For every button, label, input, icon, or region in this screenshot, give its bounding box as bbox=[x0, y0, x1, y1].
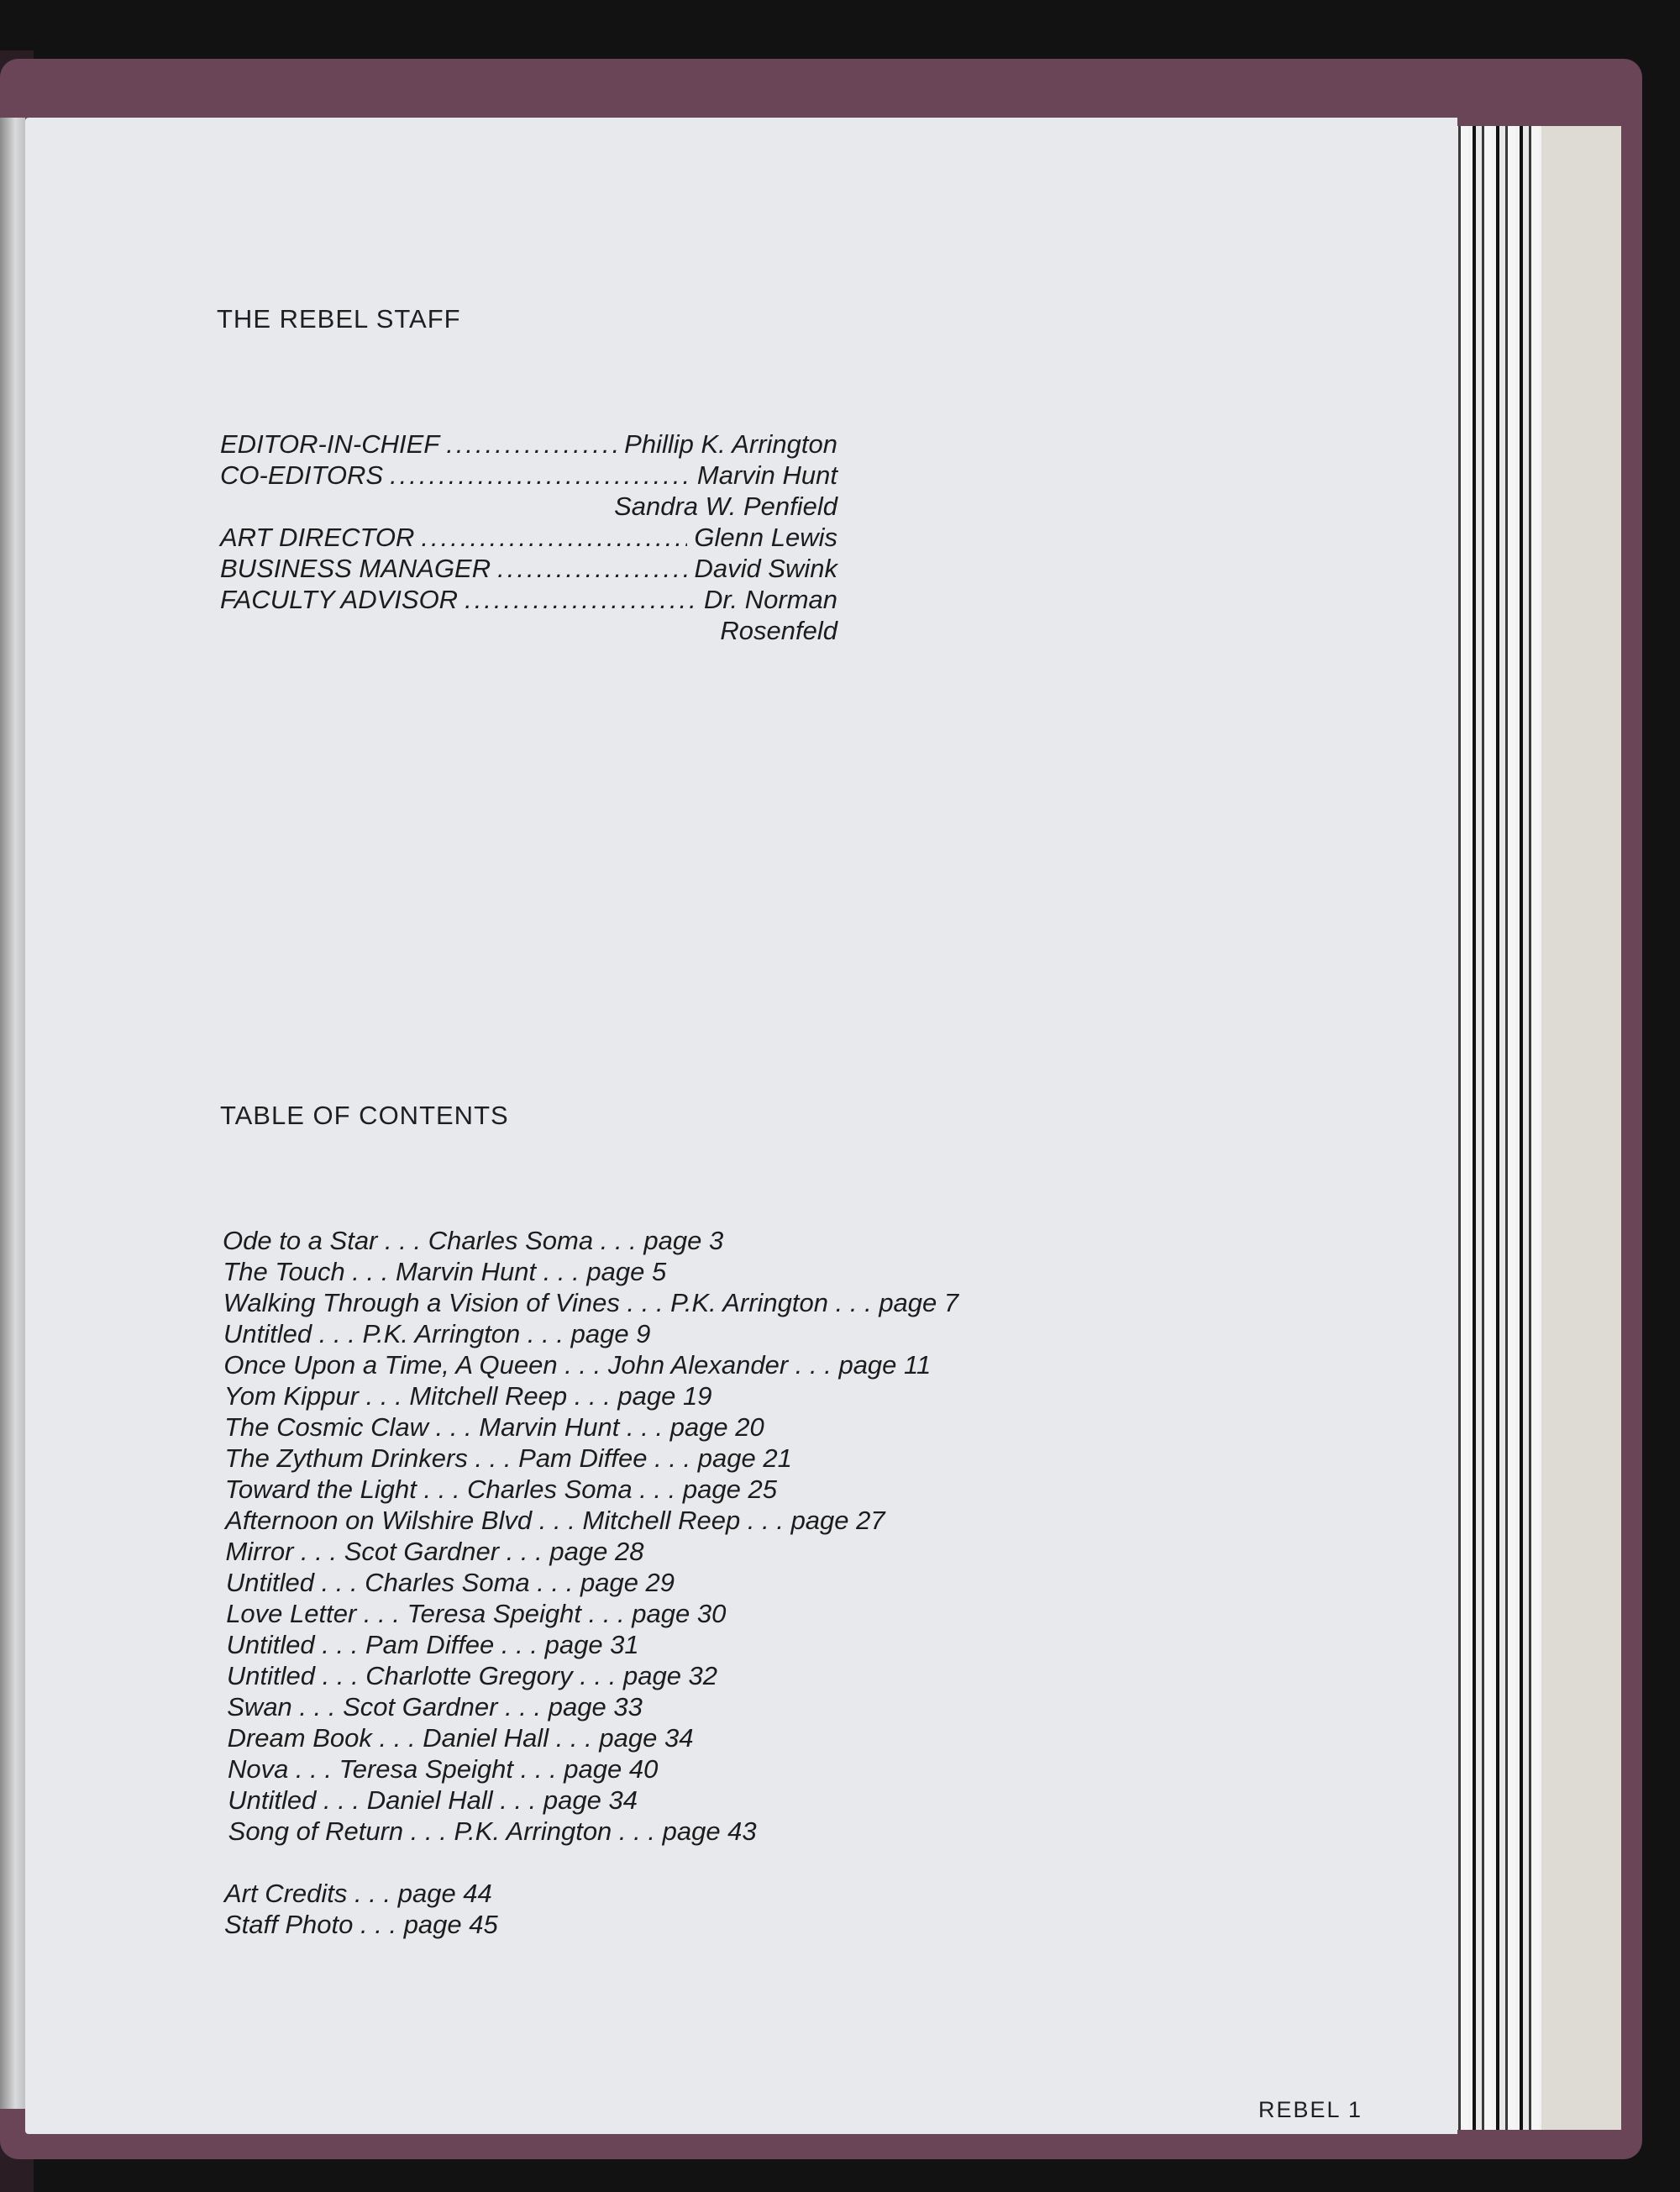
toc-entry bbox=[224, 1443, 791, 1474]
toc-separator: . . . bbox=[359, 1381, 410, 1411]
staff-heading: THE REBEL STAFF bbox=[217, 304, 461, 334]
toc-entry-author: Daniel Hall bbox=[366, 1785, 493, 1815]
staff-name: David Swink bbox=[694, 554, 837, 583]
toc-entry bbox=[225, 1505, 885, 1536]
toc-entry-page: page 5 bbox=[586, 1257, 667, 1286]
toc-entry-page: page 43 bbox=[662, 1816, 757, 1846]
toc-separator: . . . bbox=[371, 1723, 423, 1753]
toc-entry-page: page 28 bbox=[549, 1537, 644, 1566]
toc-entry-page: page 30 bbox=[632, 1599, 727, 1628]
toc-entry-title: Love Letter bbox=[226, 1599, 357, 1628]
toc-entry-title: Ode to a Star bbox=[223, 1226, 378, 1255]
toc-separator: . . . bbox=[549, 1723, 600, 1753]
toc-separator: . . . bbox=[647, 1443, 698, 1473]
toc-separator: . . . bbox=[497, 1692, 549, 1722]
toc-entry-title: Untitled bbox=[225, 1568, 314, 1597]
toc-entry-title: Toward the Light bbox=[224, 1474, 417, 1504]
toc-entry-author: Mitchell Reep bbox=[582, 1506, 741, 1535]
toc-separator: . . . bbox=[788, 1350, 839, 1380]
toc-entry bbox=[223, 1349, 931, 1380]
toc-entry-title: Afternoon on Wilshire Blvd bbox=[225, 1506, 533, 1535]
toc-entry-author: Pam Diffee bbox=[365, 1630, 495, 1659]
toc-separator: . . . bbox=[612, 1816, 663, 1846]
toc-separator: . . . bbox=[499, 1537, 550, 1566]
toc-entry-title: Once Upon a Time, A Queen bbox=[223, 1350, 558, 1380]
toc-entry-author: Charlotte Gregory bbox=[365, 1661, 573, 1690]
toc-separator: . . . bbox=[315, 1661, 366, 1690]
toc-entry-author: Pam Diffee bbox=[518, 1443, 648, 1473]
toc-entry bbox=[228, 1753, 658, 1785]
toc-entry bbox=[226, 1536, 644, 1567]
toc-entry bbox=[224, 1380, 712, 1411]
toc-entry-title: Walking Through a Vision of Vines bbox=[223, 1288, 620, 1317]
toc-separator: . . . bbox=[416, 1474, 468, 1504]
dot-leader bbox=[390, 460, 690, 491]
toc-entry-page: page 40 bbox=[564, 1754, 659, 1784]
toc-separator: . . . bbox=[536, 1257, 587, 1286]
toc-entry-page: page 44 bbox=[397, 1879, 492, 1908]
staff-role: CO-EDITORS bbox=[220, 460, 384, 490]
toc-entry-page: page 29 bbox=[580, 1568, 675, 1597]
toc-entry-page: page 34 bbox=[599, 1723, 694, 1753]
toc-entry bbox=[224, 1411, 764, 1443]
toc-entry-title: Swan bbox=[227, 1692, 292, 1722]
dot-leader bbox=[421, 522, 687, 553]
toc-separator: . . . bbox=[529, 1568, 580, 1597]
toc-separator: . . . bbox=[828, 1288, 879, 1317]
toc-entry-page: page 21 bbox=[697, 1443, 792, 1473]
staff-role: EDITOR-IN-CHIEF bbox=[220, 429, 440, 459]
toc-entry-page: page 32 bbox=[622, 1661, 718, 1690]
toc-entry-page: page 20 bbox=[669, 1412, 764, 1442]
endpaper bbox=[1529, 126, 1621, 2130]
staff-row-editor-in-chief bbox=[220, 428, 837, 460]
toc-separator: . . . bbox=[532, 1506, 583, 1535]
staff-row-business-manager bbox=[220, 553, 837, 584]
toc-separator: . . . bbox=[467, 1443, 519, 1473]
toc-entry-title: Nova bbox=[227, 1754, 289, 1784]
toc-entry bbox=[223, 1256, 666, 1287]
toc-entry-title: The Touch bbox=[223, 1257, 345, 1286]
toc-separator: . . . bbox=[492, 1785, 543, 1815]
toc-entry-title: Art Credits bbox=[224, 1879, 348, 1908]
toc-separator: . . . bbox=[377, 1226, 428, 1255]
toc-entry-author: John Alexander bbox=[607, 1350, 789, 1380]
toc-entry bbox=[226, 1598, 726, 1629]
staff-role: FACULTY ADVISOR bbox=[220, 585, 459, 614]
toc-entry-author: Charles Soma bbox=[428, 1226, 594, 1255]
toc-entry-author: Charles Soma bbox=[467, 1474, 633, 1504]
toc-separator: . . . bbox=[353, 1910, 404, 1939]
toc-separator: . . . bbox=[291, 1692, 344, 1722]
left-page-edge bbox=[0, 118, 25, 2109]
toc-entry-author: Mitchell Reep bbox=[409, 1381, 568, 1411]
toc-separator: . . . bbox=[520, 1319, 571, 1348]
toc-entry-page: page 11 bbox=[838, 1350, 932, 1380]
toc-entry-author: Teresa Speight bbox=[339, 1754, 513, 1784]
toc-entry-page: page 31 bbox=[544, 1630, 639, 1659]
toc-entry bbox=[227, 1691, 643, 1722]
toc-separator: . . . bbox=[356, 1599, 407, 1628]
toc-entry bbox=[227, 1660, 717, 1691]
toc-entry-author: Scot Gardner bbox=[344, 1537, 500, 1566]
dot-leader bbox=[446, 428, 617, 460]
toc-separator: . . . bbox=[314, 1630, 365, 1659]
toc-entry-title: The Zythum Drinkers bbox=[224, 1443, 468, 1473]
toc-extra-entry bbox=[224, 1909, 498, 1940]
toc-entry bbox=[223, 1318, 650, 1349]
toc-separator: . . . bbox=[403, 1816, 454, 1846]
toc-separator: . . . bbox=[572, 1661, 623, 1690]
toc-separator: . . . bbox=[316, 1785, 367, 1815]
toc-entry-title: Song of Return bbox=[228, 1816, 404, 1846]
toc-separator: . . . bbox=[293, 1537, 344, 1566]
staff-row-faculty-advisor bbox=[220, 584, 837, 615]
staff-name-continued: Rosenfeld bbox=[720, 616, 837, 645]
toc-entry-title: Untitled bbox=[228, 1785, 317, 1815]
toc-entry-page: page 3 bbox=[643, 1226, 724, 1255]
staff-role: ART DIRECTOR bbox=[220, 523, 415, 552]
toc-separator: . . . bbox=[313, 1568, 365, 1597]
toc-separator: . . . bbox=[567, 1381, 618, 1411]
toc-entry-page: page 33 bbox=[548, 1692, 643, 1722]
toc-separator: . . . bbox=[580, 1599, 633, 1628]
toc-separator: . . . bbox=[494, 1630, 545, 1659]
toc-separator: . . . bbox=[344, 1257, 396, 1286]
staff-name: Marvin Hunt bbox=[696, 460, 837, 490]
toc-entry bbox=[228, 1816, 757, 1847]
toc-entry bbox=[223, 1225, 723, 1256]
toc-entry-title: Untitled bbox=[223, 1319, 312, 1348]
toc-entry-title: Staff Photo bbox=[224, 1910, 354, 1939]
toc-heading: TABLE OF CONTENTS bbox=[220, 1101, 509, 1130]
toc-entry bbox=[228, 1722, 694, 1753]
toc-separator: . . . bbox=[619, 1412, 670, 1442]
toc-entry-author: Marvin Hunt bbox=[395, 1257, 537, 1286]
toc-entry-author: P.K. Arrington bbox=[362, 1319, 521, 1348]
toc-entry-page: page 9 bbox=[570, 1319, 651, 1348]
toc-entry-author: Marvin Hunt bbox=[479, 1412, 620, 1442]
toc-entry-title: Yom Kippur bbox=[223, 1381, 360, 1411]
staff-name-continued: Sandra W. Penfield bbox=[614, 491, 837, 521]
staff-name: Glenn Lewis bbox=[694, 523, 837, 552]
page-folio: REBEL 1 bbox=[1258, 2097, 1363, 2122]
toc-entry-page: page 27 bbox=[790, 1506, 885, 1535]
dot-leader bbox=[497, 553, 687, 584]
toc-entry-author: Daniel Hall bbox=[423, 1723, 549, 1753]
toc-entry bbox=[227, 1629, 639, 1660]
toc-entry-page: page 25 bbox=[682, 1474, 777, 1504]
toc-separator: . . . bbox=[347, 1879, 398, 1908]
toc-entry bbox=[223, 1287, 958, 1318]
toc-separator: . . . bbox=[593, 1226, 644, 1255]
toc-entry-author: P.K. Arrington bbox=[454, 1816, 612, 1846]
staff-row-co-editors bbox=[220, 460, 837, 491]
toc-separator: . . . bbox=[619, 1288, 671, 1317]
toc-entry-page: page 34 bbox=[543, 1785, 638, 1815]
toc-entry-title: Dream Book bbox=[227, 1723, 372, 1753]
toc-entry-author: Teresa Speight bbox=[407, 1599, 581, 1628]
toc-separator: . . . bbox=[557, 1350, 608, 1380]
toc-separator: . . . bbox=[288, 1754, 339, 1784]
toc-entry-title: The Cosmic Claw bbox=[224, 1412, 428, 1442]
toc-separator: . . . bbox=[428, 1412, 480, 1442]
toc-entry-title: Mirror bbox=[225, 1537, 294, 1566]
staff-name: Dr. Norman bbox=[703, 585, 837, 614]
toc-entry-page: page 45 bbox=[403, 1910, 498, 1939]
staff-role: BUSINESS MANAGER bbox=[220, 554, 491, 583]
toc-extra-entry bbox=[224, 1878, 492, 1909]
toc-entry-title: Untitled bbox=[226, 1630, 315, 1659]
dot-leader bbox=[465, 584, 697, 615]
toc-entry bbox=[228, 1785, 638, 1816]
staff-row-art-director bbox=[220, 522, 837, 553]
toc-entry-author: Charles Soma bbox=[365, 1568, 530, 1597]
staff-name: Phillip K. Arrington bbox=[624, 429, 837, 459]
toc-entry-title: Untitled bbox=[226, 1661, 315, 1690]
page bbox=[25, 118, 1457, 2134]
toc-separator: . . . bbox=[632, 1474, 683, 1504]
toc-separator: . . . bbox=[513, 1754, 564, 1784]
toc-entry-page: page 7 bbox=[879, 1288, 959, 1317]
page-edges bbox=[1445, 126, 1541, 2130]
toc-entry bbox=[225, 1474, 777, 1505]
toc-entry bbox=[226, 1567, 675, 1598]
toc-entry-author: P.K. Arrington bbox=[670, 1288, 829, 1317]
toc-entry-page: page 19 bbox=[617, 1381, 712, 1411]
toc-separator: . . . bbox=[740, 1506, 791, 1535]
toc-separator: . . . bbox=[312, 1319, 363, 1348]
toc-entry-author: Scot Gardner bbox=[343, 1692, 498, 1722]
